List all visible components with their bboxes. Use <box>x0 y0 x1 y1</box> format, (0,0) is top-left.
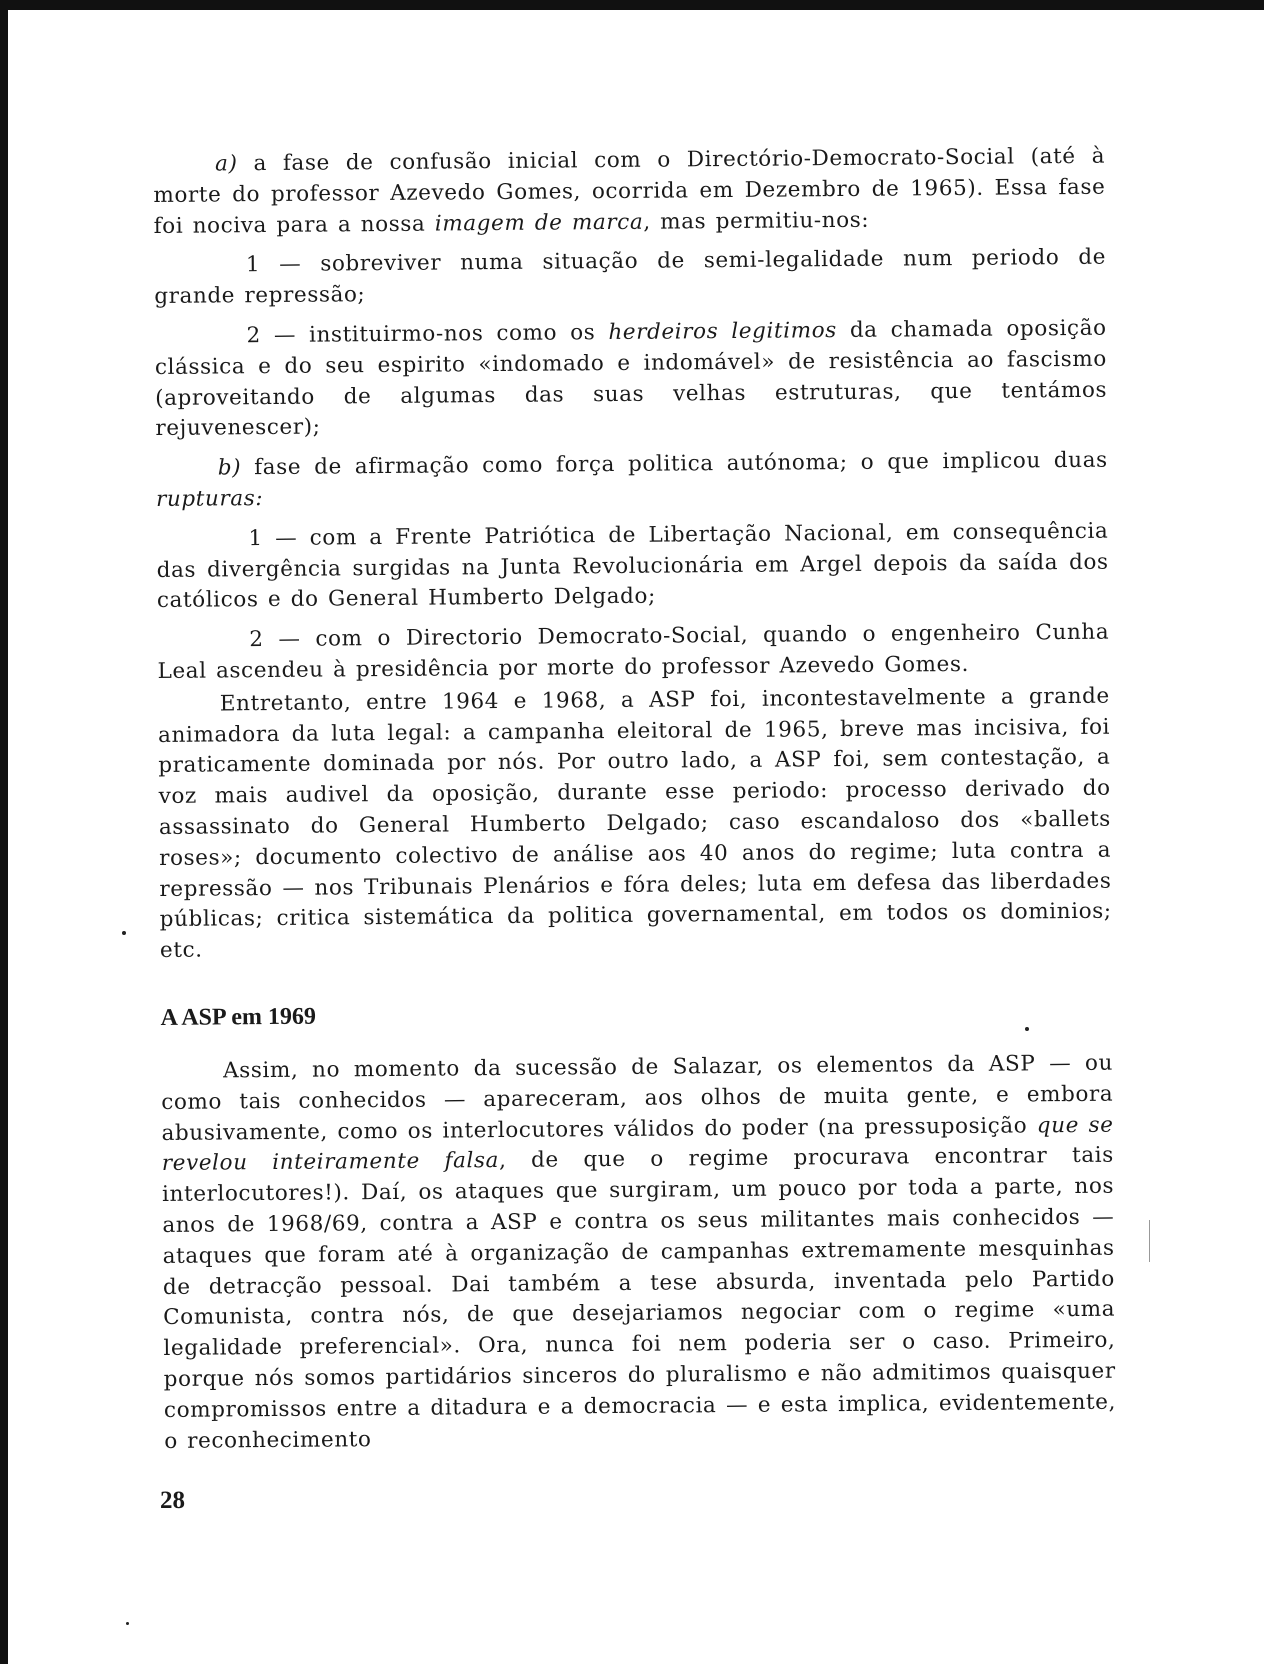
scan-mark <box>1149 1220 1150 1262</box>
emphasis-imagem-de-marca: imagem de marca <box>434 209 644 237</box>
paragraph-a-text: a fase de confusão inicial com o Directório-Democrato-Social (até à morte do professor Azevedo Gomes, ocorrida em Dezembro de 1965). Essa fase foi nociva para a nossa <box>153 143 1106 239</box>
scan-speck <box>122 931 126 935</box>
page-number: 28 <box>160 1487 185 1514</box>
paragraph-b <box>156 446 1109 516</box>
paragraph-assim <box>161 1049 1116 1458</box>
paragraph-a2 <box>155 314 1108 445</box>
scan-speck <box>1025 1027 1029 1031</box>
paragraph-entretanto: Entretanto, entre 1964 e 1968, a ASP foi, incontestavelmente a grande animadora da luta legal: a campanha eleitoral de 1965, breve mas incisiva, foi praticamente dominada por nós. Por outro lado, a ASP foi, sem contestação, a voz mais audivel da oposição, durante esse periodo: processo derivado do assassinato do General Humberto Delgado; caso escandaloso dos «ballets roses»; documento colectivo de análise aos 40 anos do regime; luta contra a repressão — nos Tribunais Plenários e fóra deles; luta em defesa das liberdades públicas; critica sistemática da politica governamental, em todos os dominios; etc. <box>157 683 1112 964</box>
paragraph-assim-text-end: , de que o regime procurava encontrar tais interlocutores!). Daí, os ataques que surgiram, um pouco por toda a parte, nos anos de 1968/69, contra a ASP e contra os seus militantes mais conhecidos — ataques que foram até à organização de campanhas extremamente mesquinhas de detracção pessoal. Dai também a tese absurda, inventada pelo Partido Comunista, contra nós, de que desejariamos negociar com o regime «uma legalidade preferencial». Ora, nunca foi nem poderia ser o caso. Primeiro, porque nós somos partidários sinceros do pluralismo e não admitimos quaisquer compromissos entre a ditadura e a democracia — e esta implica, evidentemente, o reconhecimento <box>162 1143 1117 1454</box>
section-heading: A ASP em 1969 <box>160 1003 317 1031</box>
emphasis-herdeiros: herdeiros legitimos <box>608 318 837 346</box>
paragraph-a2-text-end: da chamada oposição clássica e do seu espirito «indomado e indomável» de resistência ao fascismo (aproveitando de algumas das suas velhas estruturas, que tentámos rejuvenescer); <box>154 315 1108 442</box>
paragraph-b2: 2 — com o Directorio Democrato-Social, quando o engenheiro Cunha Leal ascendeu à presidência por morte do professor Azevedo Gomes. <box>157 619 1110 684</box>
paragraph-b-text: fase de afirmação como força politica autónoma; o que implicou duas <box>241 447 1108 481</box>
paragraph-b1: 1 — com a Frente Patriótica de Libertação Nacional, em consequência das divergência surgidas na Junta Revolucionária em Argel depois da saída dos católicos e do General Humberto Delgado; <box>156 518 1109 614</box>
paragraph-a1: 1 — sobreviver numa situação de semi-legalidade num periodo de grande repressão; <box>154 245 1107 310</box>
paragraph-assim-text: Assim, no momento da sucessão de Salazar, os elementos da ASP — ou como tais conhecidos — apareceram, aos olhos de muita gente, e embora abusivamente, como os interlocutores válidos do poder (na pressuposição <box>161 1050 1114 1146</box>
scan-top-edge <box>0 0 1264 10</box>
item-marker-b: b) <box>217 455 242 481</box>
emphasis-falsa: que se revelou inteiramente falsa <box>161 1112 1114 1177</box>
paragraph-a2-text: 2 — instituirmo-nos como os <box>246 320 609 349</box>
paragraph-a-text-end: , mas permitiu-nos: <box>643 207 870 235</box>
scan-left-edge <box>0 0 8 1664</box>
item-marker-a: a) <box>215 151 238 177</box>
section-asp-1969 <box>161 1049 1116 1458</box>
document-page <box>153 142 1117 1454</box>
emphasis-rupturas: rupturas: <box>155 486 264 512</box>
scan-speck <box>126 1622 129 1625</box>
paragraph-a <box>153 142 1106 243</box>
